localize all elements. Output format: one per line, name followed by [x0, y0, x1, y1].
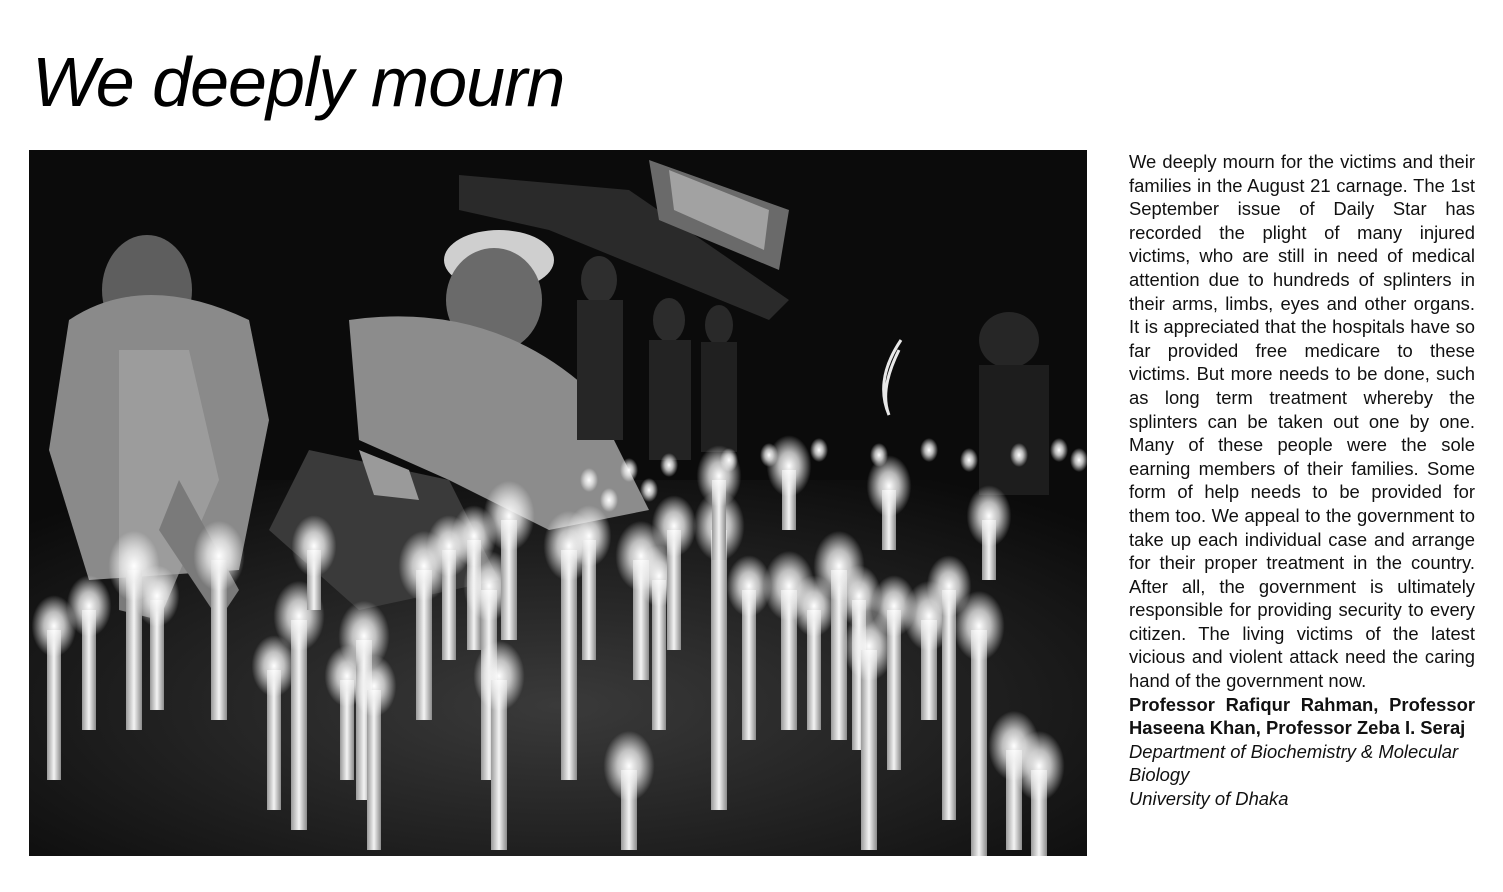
- distant-candle-7: [920, 438, 938, 462]
- distant-candle-9: [1010, 443, 1028, 467]
- letter-body: We deeply mourn for the victims and their families in the August 21 carnage. The 1st September issue of Daily Star has recorded the plight of many injured victims, who are still in need of medical attention due to hundreds of splinters in their arms, limbs, eyes and other organs. It is appreciated that the hospitals have so far provided free medicare to these victims. But more needs to be done, such as long term treatment whereby the splinters can be taken out one by one. Many of these people were the sole earning members of their families. Some form of help needs to be provided for them too. We appeal to the government to take up each individual case and arrange for their proper treatment in the country. After all, the government is ultimately responsible for providing security to every citizen. The living victims of the latest vicious and violent attack need the caring hand of the government now.: [1129, 151, 1475, 692]
- candle-flame-10: [352, 655, 397, 717]
- candlelight-vigil-photo: [29, 150, 1087, 856]
- candle-23: [711, 530, 727, 810]
- candle-6: [291, 620, 307, 830]
- distant-candle-5: [810, 438, 828, 462]
- candle-flame-21: [603, 731, 654, 801]
- candle-flame-4: [193, 521, 244, 591]
- distant-candle-2: [660, 453, 678, 477]
- letter: [1129, 150, 1475, 811]
- candle-flame-1: [67, 575, 112, 637]
- distant-candle-4: [760, 443, 778, 467]
- distant-candle-10: [1050, 438, 1068, 462]
- letter-signers: Professor Rafiqur Rahman, Professor Haseena Khan, Professor Zeba I. Seraj: [1129, 693, 1475, 739]
- letter-university: University of Dhaka: [1129, 788, 1289, 810]
- candle-flame-18: [567, 505, 612, 567]
- distant-candle-12: [640, 478, 658, 502]
- distant-candle-0: [580, 468, 598, 492]
- candle-flame-7: [292, 515, 337, 577]
- candle-flame-37: [767, 435, 812, 497]
- letter-department: Department of Biochemistry & Molecular Biology: [1129, 740, 1459, 786]
- candle-flame-35: [1013, 731, 1064, 801]
- distant-candle-6: [870, 443, 888, 467]
- candle-flame-15: [483, 481, 534, 551]
- candle-flame-38: [867, 455, 912, 517]
- distant-candle-8: [960, 448, 978, 472]
- distant-candle-1: [620, 458, 638, 482]
- candle-17: [561, 550, 577, 780]
- headline: We deeply mourn: [32, 43, 565, 121]
- candle-flame-16: [473, 641, 524, 711]
- candle-flame-3: [135, 565, 180, 627]
- candle-flame-33: [953, 591, 1004, 661]
- distant-candle-3: [720, 448, 738, 472]
- distant-candle-13: [600, 488, 618, 512]
- candle-flame-39: [967, 485, 1012, 547]
- candle-flame-22: [652, 495, 697, 557]
- candle-33: [971, 630, 987, 856]
